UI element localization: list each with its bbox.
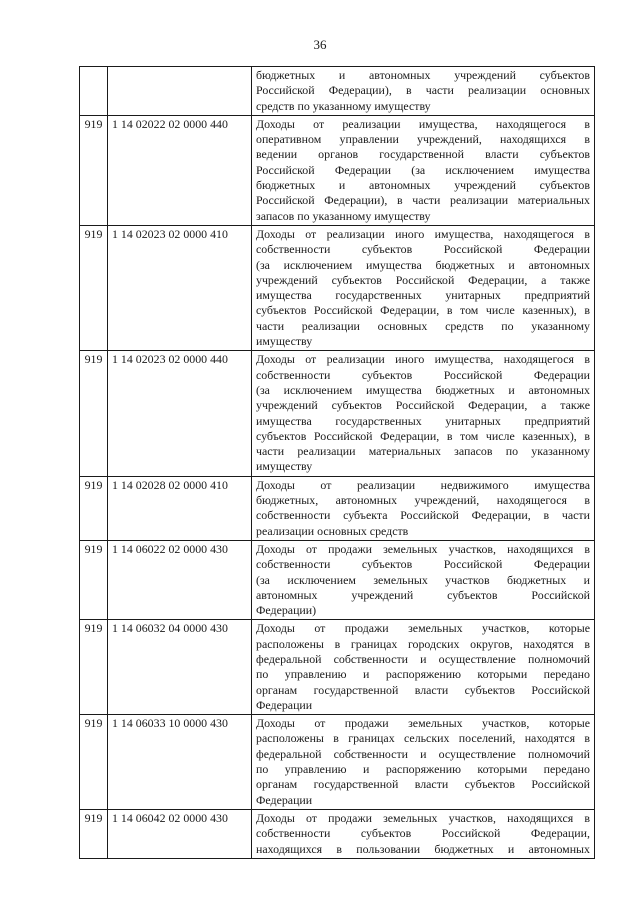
description-line: собственности субъекта Российской Федерации, в части (256, 508, 590, 523)
description-line: запасов по указанному имуществу (256, 208, 431, 223)
description-line: бюджетных, автономных учреждений, находящегося в (256, 493, 590, 508)
description-line: расположены в границах городских округов, находятся в (256, 636, 590, 651)
description-line: бюджетных и автономных учреждений субъектов (256, 178, 590, 193)
budget-code-cell: 1 14 06042 02 0000 430 (108, 809, 252, 858)
table-row (80, 476, 595, 540)
table-row (80, 620, 595, 715)
description-line: субъектов Российской Федерации, в том числе казенных), в (256, 428, 590, 443)
description-line: (за исключением имущества бюджетных и автономных (256, 257, 590, 272)
description-line: по управлению и распоряжению которыми передано (256, 762, 590, 777)
description-line: Российской Федерации (за исключением имущества (256, 162, 590, 177)
table-row (80, 809, 595, 858)
description-cell (252, 540, 595, 619)
budget-code-cell: 1 14 02023 02 0000 410 (108, 225, 252, 350)
description-line: федеральной собственности и осуществление полномочий (256, 746, 590, 761)
description-line: Доходы от реализации иного имущества, находящегося в (256, 226, 590, 241)
description-line: Доходы от реализации недвижимого имущества (256, 477, 590, 492)
description-line: части реализации основных средств по указанному (256, 318, 590, 333)
description-cell (252, 476, 595, 540)
description-line: (за исключением земельных участков бюджетных и (256, 572, 590, 587)
description-line: оперативном управлении учреждений, находящихся в (256, 132, 590, 147)
description-line: средств по указанному имуществу (256, 98, 431, 113)
description-line: расположены в границах сельских поселений, находятся в (256, 731, 590, 746)
description-line: имуществу (256, 334, 313, 349)
description-line: Доходы от продажи земельных участков, находящихся в (256, 810, 590, 825)
description-line: собственности субъектов Российской Федерации (256, 557, 590, 572)
description-cell (252, 351, 595, 476)
budget-code-cell: 1 14 02023 02 0000 440 (108, 351, 252, 476)
description-cell (252, 115, 595, 225)
description-cell (252, 225, 595, 350)
description-line: имущества государственных унитарных предприятий (256, 413, 590, 428)
description-line: (за исключением имущества бюджетных и автономных (256, 382, 590, 397)
description-line: учреждений субъектов Российской Федерации, а также (256, 272, 590, 287)
page-number: 36 (313, 37, 327, 52)
description-cell (252, 715, 595, 810)
budget-code-cell: 1 14 06032 04 0000 430 (108, 620, 252, 715)
budget-classification-table (79, 66, 595, 859)
admin-code-cell: 919 (80, 115, 108, 225)
table-row (80, 540, 595, 619)
budget-code-cell: 1 14 02028 02 0000 410 (108, 476, 252, 540)
table-row (80, 67, 595, 116)
description-cell (252, 620, 595, 715)
table-row (80, 225, 595, 350)
description-line: находящихся в пользовании бюджетных и автономных (256, 841, 590, 856)
description-line: органам государственной власти субъектов Российской (256, 777, 590, 792)
description-line: учреждений субъектов Российской Федерации, а также (256, 398, 590, 413)
description-line: Доходы от продажи земельных участков, находящихся в (256, 541, 590, 556)
description-line: ведении органов государственной власти субъектов (256, 147, 590, 162)
description-line: Федерации (256, 792, 313, 807)
description-cell (252, 67, 595, 116)
description-line: имущества государственных унитарных предприятий (256, 288, 590, 303)
admin-code-cell (80, 67, 108, 116)
description-line: по управлению и распоряжению которыми передано (256, 667, 590, 682)
table-row (80, 715, 595, 810)
description-line: Федерации (256, 697, 313, 712)
budget-code-cell: 1 14 06033 10 0000 430 (108, 715, 252, 810)
description-line: собственности субъектов Российской Федерации, (256, 826, 590, 841)
description-line: Доходы от реализации иного имущества, находящегося в (256, 352, 590, 367)
description-line: реализации основных средств (256, 523, 409, 538)
description-line: субъектов Российской Федерации, в том числе казенных), в (256, 303, 590, 318)
description-line: бюджетных и автономных учреждений субъектов (256, 68, 590, 82)
admin-code-cell: 919 (80, 540, 108, 619)
description-line: Федерации) (256, 603, 317, 618)
description-line: автономных учреждений субъектов Российской (256, 587, 590, 602)
admin-code-cell: 919 (80, 715, 108, 810)
admin-code-cell: 919 (80, 620, 108, 715)
budget-code-cell: 1 14 02022 02 0000 440 (108, 115, 252, 225)
table-row (80, 351, 595, 476)
description-line: части реализации материальных запасов по указанному (256, 444, 590, 459)
description-line: собственности субъектов Российской Федерации (256, 367, 590, 382)
description-line: Доходы от продажи земельных участков, которые (256, 716, 590, 731)
budget-code-cell: 1 14 06022 02 0000 430 (108, 540, 252, 619)
admin-code-cell: 919 (80, 476, 108, 540)
description-line: федеральной собственности и осуществление полномочий (256, 651, 590, 666)
description-line: Доходы от продажи земельных участков, которые (256, 621, 590, 636)
table-body (80, 67, 595, 859)
admin-code-cell: 919 (80, 351, 108, 476)
admin-code-cell: 919 (80, 225, 108, 350)
description-line: собственности субъектов Российской Федерации (256, 242, 590, 257)
admin-code-cell: 919 (80, 809, 108, 858)
description-line: имуществу (256, 459, 313, 474)
description-line: Российской Федерации), в части реализации основных (256, 83, 590, 98)
description-cell (252, 809, 595, 858)
description-line: Российской Федерации), в части реализации материальных (256, 193, 590, 208)
description-line: Доходы от реализации имущества, находящегося в (256, 116, 590, 131)
table-row (80, 115, 595, 225)
budget-code-cell (108, 67, 252, 116)
description-line: органам государственной власти субъектов Российской (256, 682, 590, 697)
